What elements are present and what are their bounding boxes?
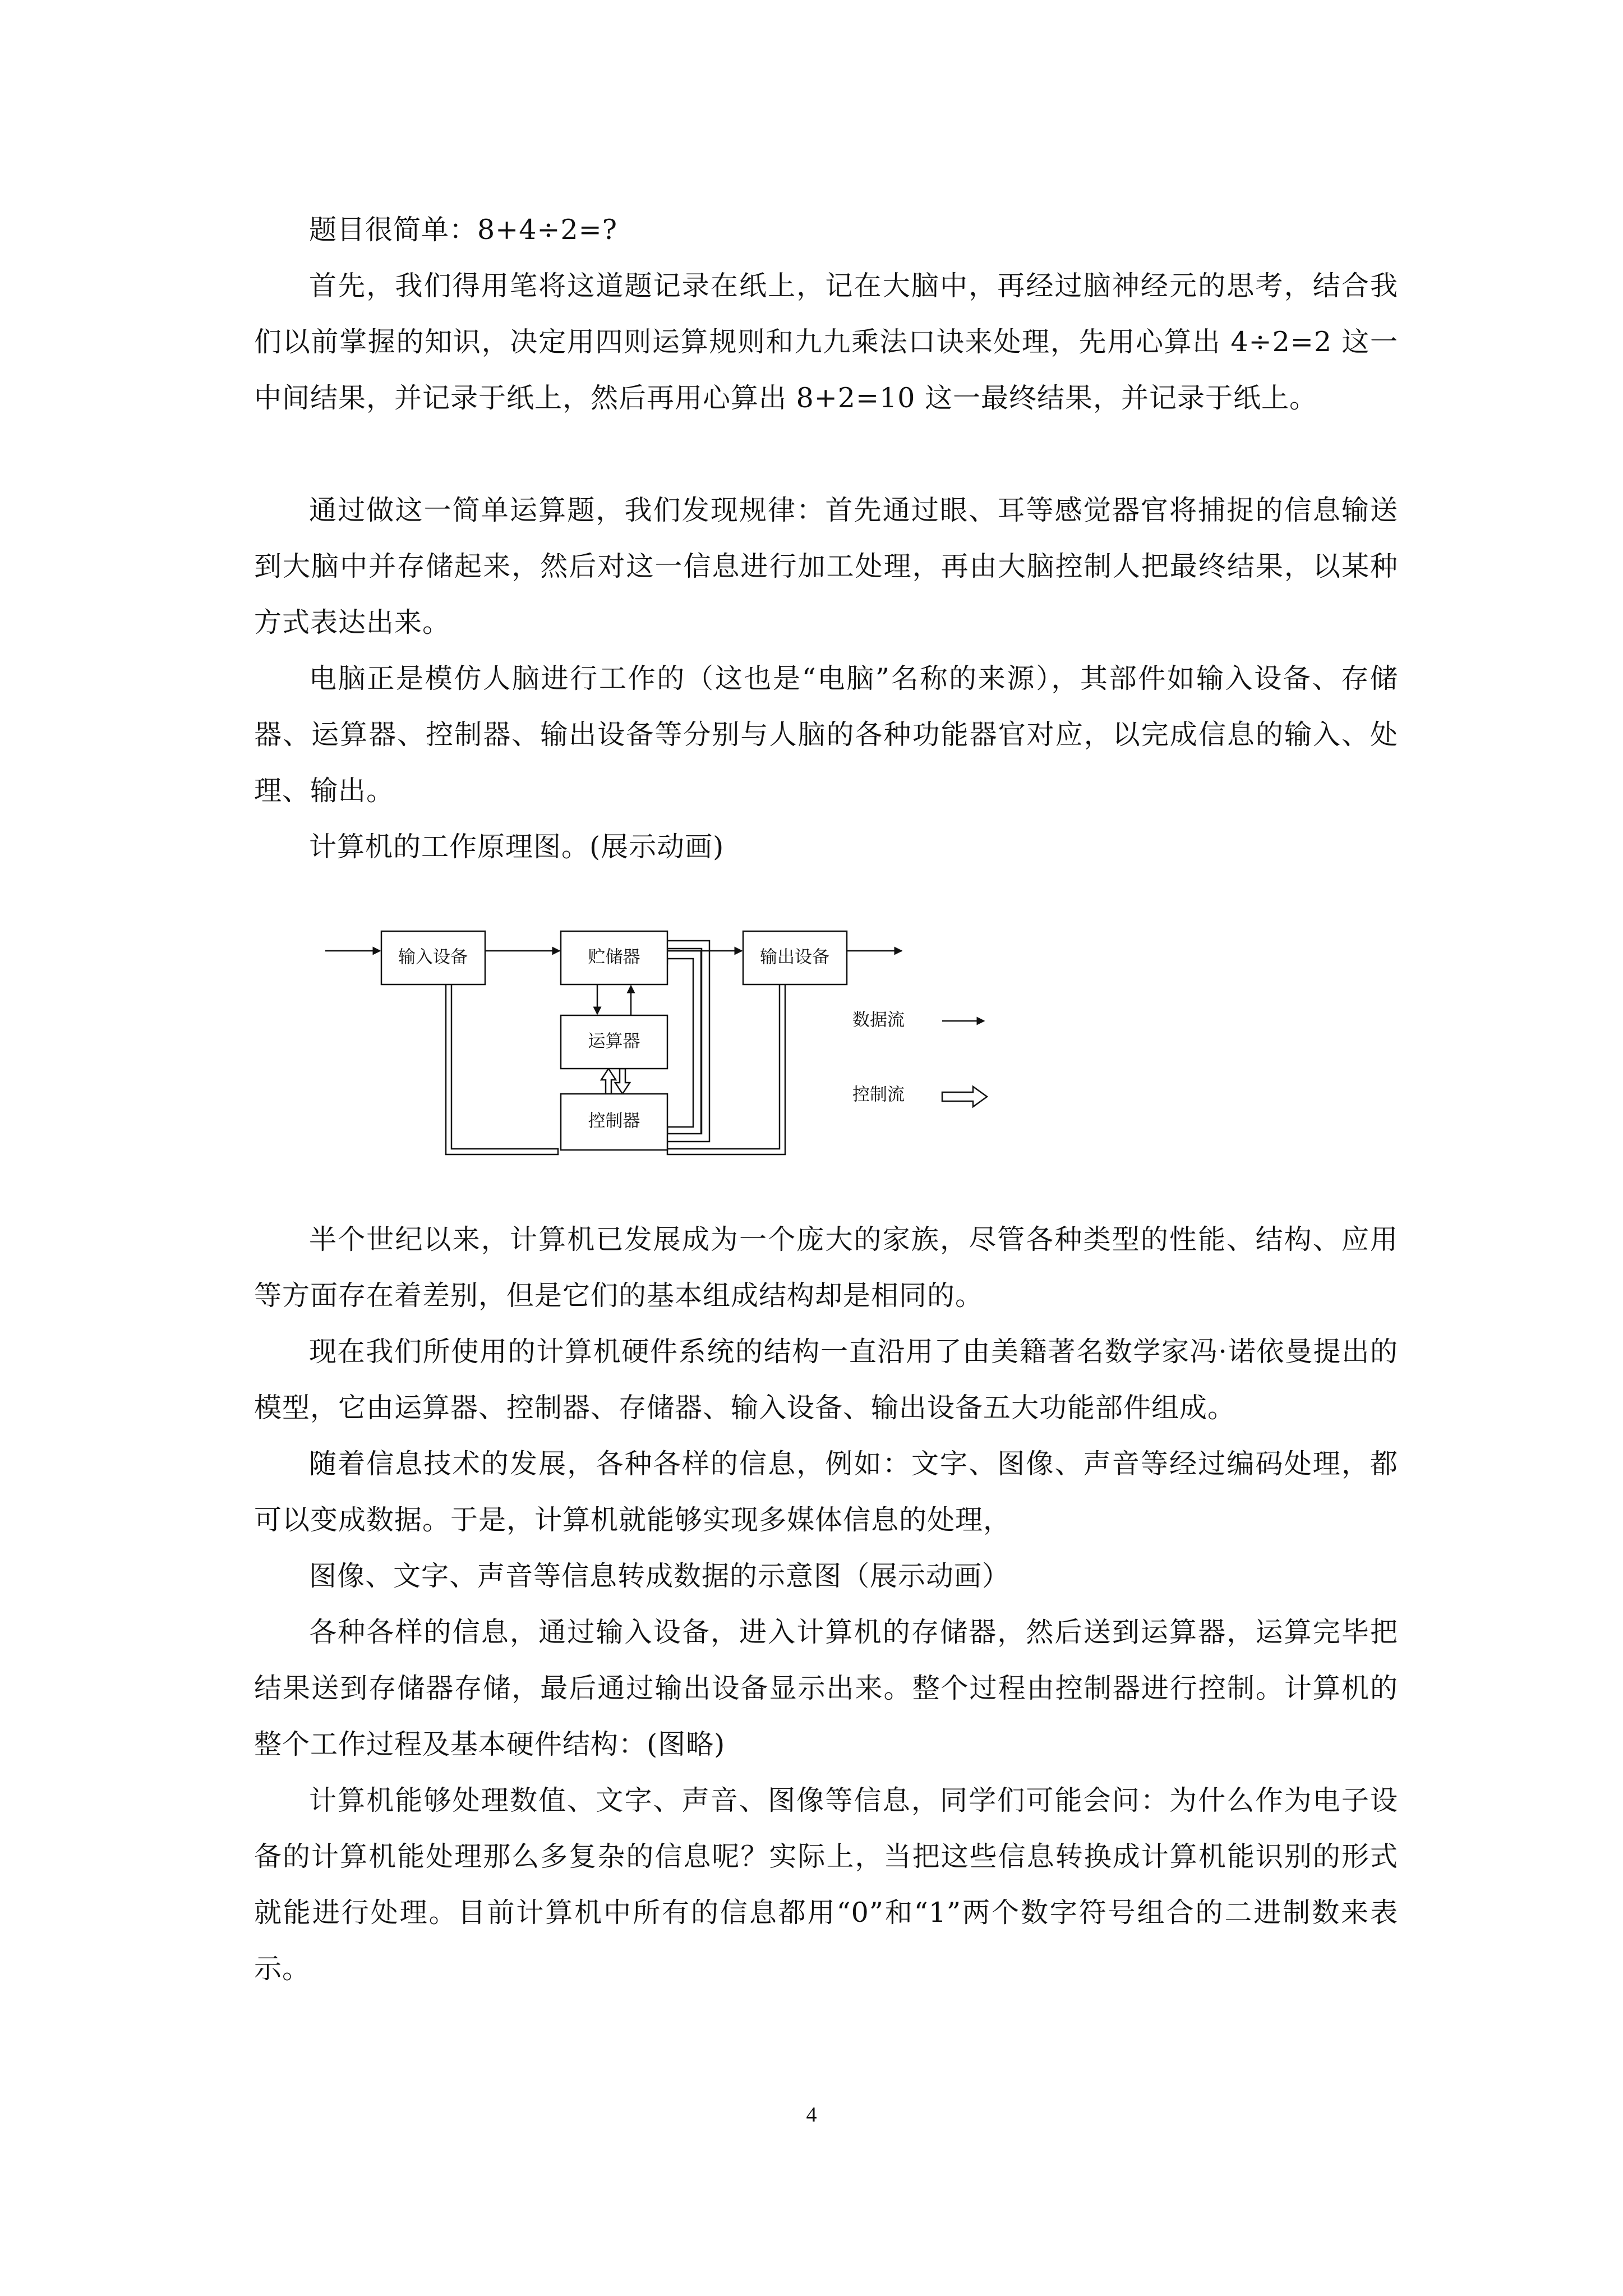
paragraph-10: 各种各样的信息，通过输入设备，进入计算机的存储器，然后送到运算器，运算完毕把结果送到存储器存储，最后通过输出设备显示出来。整个过程由控制器进行控制。计算机的整个工作过程及基本硬件结构：(图略) xyxy=(254,1616,1398,1760)
paragraph-5: 计算机的工作原理图。(展示动画) xyxy=(309,831,725,863)
controller-label: 控制器 xyxy=(588,1111,640,1131)
computer-working-principle-diagram xyxy=(314,917,1004,1181)
storage-label: 贮储器 xyxy=(588,947,640,968)
paragraph-1: 题目很简单：8+4÷2=? xyxy=(309,214,617,246)
legend-control-flow-label: 控制流 xyxy=(852,1084,905,1105)
legend-data-flow-label: 数据流 xyxy=(852,1010,905,1030)
paragraph-7: 现在我们所使用的计算机硬件系统的结构一直沿用了由美籍著名数学家冯·诺依曼提出的模型，它由运算器、控制器、存储器、输入设备、输出设备五大功能部件组成。 xyxy=(254,1336,1398,1424)
paragraph-3: 通过做这一简单运算题，我们发现规律：首先通过眼、耳等感觉器官将捕捉的信息输送到大脑中并存储起来，然后对这一信息进行加工处理，再由大脑控制人把最终结果，以某种方式表达出来。 xyxy=(254,494,1398,638)
output-device-label: 输出设备 xyxy=(760,947,829,968)
control-arrow-alu-controller xyxy=(601,1069,616,1094)
paragraph-6: 半个世纪以来，计算机已发展成为一个庞大的家族，尽管各种类型的性能、结构、应用等方面存在着差别，但是它们的基本组成结构却是相同的。 xyxy=(254,1223,1398,1312)
paragraph-9: 图像、文字、声音等信息转成数据的示意图（展示动画） xyxy=(309,1560,1011,1592)
paragraph-11: 计算机能够处理数值、文字、声音、图像等信息，同学们可能会问：为什么作为电子设备的计算机能处理那么多复杂的信息呢？实际上，当把这些信息转换成计算机能识别的形式就能进行处理。目前计算机中所有的信息都用“0”和“1”两个数字符号组合的二进制数来表示。 xyxy=(254,1784,1398,1985)
page-number: 4 xyxy=(806,2103,817,2127)
input-device-label: 输入设备 xyxy=(398,947,468,968)
legend-control-flow-arrow xyxy=(942,1087,987,1107)
paragraph-2: 首先，我们得用笔将这道题记录在纸上，记在大脑中，再经过脑神经元的思考，结合我们以前掌握的知识，决定用四则运算规则和九九乘法口诀来处理，先用心算出 4÷2=2 这一中间结果，并记录于纸上，然后再用心算出 8+2=10 这一最终结果，并记录于纸上。 xyxy=(254,270,1398,414)
alu-label: 运算器 xyxy=(588,1031,640,1052)
paragraph-8: 随着信息技术的发展，各种各样的信息，例如：文字、图像、声音等经过编码处理，都可以变成数据。于是，计算机就能够实现多媒体信息的处理， xyxy=(254,1448,1398,1536)
paragraph-4: 电脑正是模仿人脑进行工作的（这也是“电脑”名称的来源），其部件如输入设备、存储器、运算器、控制器、输出设备等分别与人脑的各种功能器官对应，以完成信息的输入、处理、输出。 xyxy=(254,662,1398,807)
